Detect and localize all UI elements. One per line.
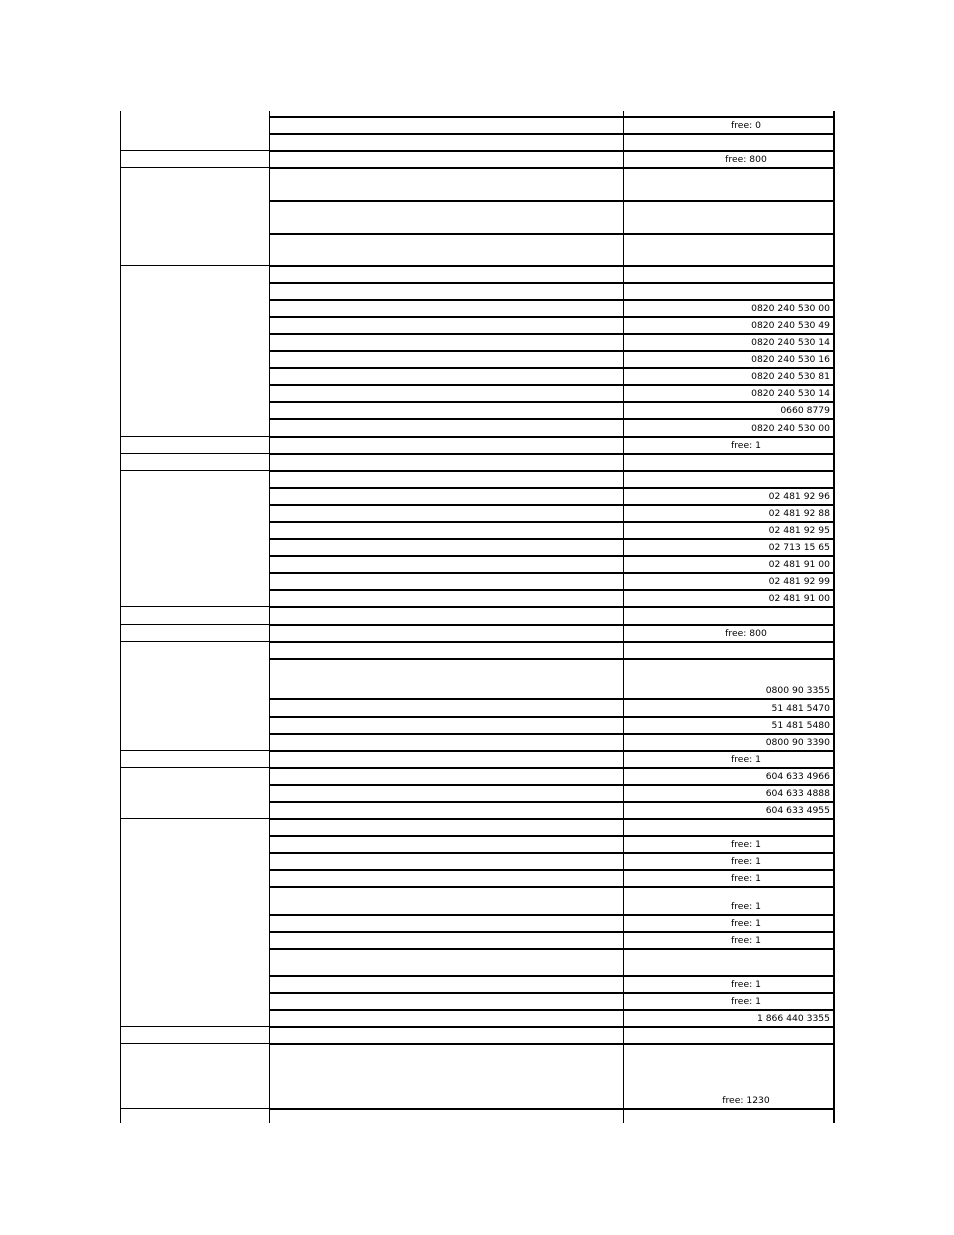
phone-number: 02 481 92 99 — [768, 576, 830, 587]
free-call-value: free: 1 — [731, 839, 761, 850]
row-separator — [269, 784, 834, 786]
row-separator — [269, 852, 834, 854]
phone-number: 02 481 91 00 — [768, 593, 830, 604]
row-separator — [269, 914, 834, 916]
phone-number: 0820 240 530 14 — [751, 337, 830, 348]
row-separator — [269, 589, 834, 591]
phone-number: 0660 8779 — [780, 405, 830, 416]
row-separator — [269, 606, 834, 608]
row-separator — [269, 282, 834, 284]
phone-number: 02 481 92 96 — [768, 491, 830, 502]
phone-number: 0820 240 530 14 — [751, 388, 830, 399]
free-call-value: free: 1 — [731, 918, 761, 929]
phone-number: 604 633 4888 — [765, 788, 830, 799]
row-separator — [269, 504, 834, 506]
free-call-value: free: 800 — [725, 154, 767, 165]
row-separator — [269, 658, 834, 660]
free-call-value: free: 1 — [731, 935, 761, 946]
phone-number: 604 633 4955 — [765, 805, 830, 816]
free-call-value: free: 1 — [731, 440, 761, 451]
free-call-value: free: 1 — [731, 873, 761, 884]
row-separator — [269, 835, 834, 837]
column-divider — [120, 111, 121, 1123]
row-separator — [269, 350, 834, 352]
phone-number: 0800 90 3390 — [765, 737, 830, 748]
row-separator — [269, 931, 834, 933]
row-separator — [269, 572, 834, 574]
free-call-value: free: 1 — [731, 856, 761, 867]
phone-number: 51 481 5470 — [771, 703, 830, 714]
row-separator — [269, 1009, 834, 1011]
phone-number: 02 481 91 00 — [768, 559, 830, 570]
row-separator — [269, 886, 834, 888]
row-separator — [269, 487, 834, 489]
row-separator — [269, 624, 834, 626]
row-separator — [269, 750, 834, 752]
row-separator — [269, 453, 834, 455]
phone-number: 0800 90 3355 — [765, 685, 830, 696]
phone-number: 604 633 4966 — [765, 771, 830, 782]
row-separator — [269, 150, 834, 152]
free-call-value: free: 1 — [731, 754, 761, 765]
row-separator — [269, 265, 834, 267]
row-separator — [269, 767, 834, 769]
row-separator — [269, 801, 834, 803]
row-separator — [269, 133, 834, 135]
row-separator — [269, 1043, 834, 1045]
free-call-value: free: 800 — [725, 628, 767, 639]
phone-number: 0820 240 530 00 — [751, 303, 830, 314]
phone-number: 1 866 440 3355 — [756, 1013, 830, 1024]
phone-number: 02 481 92 95 — [768, 525, 830, 536]
row-separator — [269, 992, 834, 994]
phone-number: 51 481 5480 — [771, 720, 830, 731]
row-separator — [269, 333, 834, 335]
phone-number: 0820 240 530 81 — [751, 371, 830, 382]
row-separator — [269, 367, 834, 369]
row-separator — [269, 538, 834, 540]
row-separator — [269, 401, 834, 403]
row-separator — [269, 233, 834, 235]
table-right-border — [833, 111, 835, 1123]
row-separator — [269, 200, 834, 202]
phone-number: 0820 240 530 16 — [751, 354, 830, 365]
row-separator — [269, 436, 834, 438]
row-separator — [269, 818, 834, 820]
row-separator — [269, 555, 834, 557]
column-divider — [269, 111, 270, 1123]
row-separator — [269, 167, 834, 169]
row-separator — [269, 948, 834, 950]
row-separator — [269, 869, 834, 871]
free-call-value: free: 1 — [731, 979, 761, 990]
row-separator — [269, 975, 834, 977]
row-separator — [269, 716, 834, 718]
row-separator — [269, 384, 834, 386]
free-call-value: free: 1 — [731, 901, 761, 912]
row-separator — [269, 698, 834, 700]
row-separator — [269, 470, 834, 472]
row-separator — [269, 733, 834, 735]
phone-number: 0820 240 530 49 — [751, 320, 830, 331]
row-separator — [269, 418, 834, 420]
row-separator — [269, 521, 834, 523]
free-call-value: free: 0 — [731, 120, 761, 131]
row-separator — [269, 1108, 834, 1110]
phone-number: 02 481 92 88 — [768, 508, 830, 519]
row-separator — [269, 116, 834, 118]
free-call-value: free: 1230 — [722, 1095, 770, 1106]
phone-number: 0820 240 530 00 — [751, 423, 830, 434]
row-separator — [269, 299, 834, 301]
row-separator — [269, 316, 834, 318]
row-separator — [269, 1026, 834, 1028]
phone-number: 02 713 15 65 — [768, 542, 830, 553]
column-divider — [623, 111, 624, 1123]
free-call-value: free: 1 — [731, 996, 761, 1007]
row-separator — [269, 641, 834, 643]
